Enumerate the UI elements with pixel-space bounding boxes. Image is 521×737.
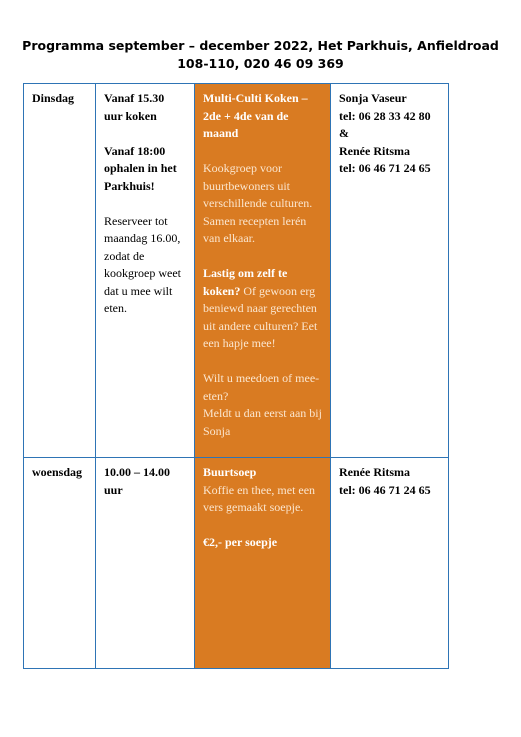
contact-cell <box>331 458 449 669</box>
reservation-note-line: dat u mee wilt <box>104 283 173 298</box>
join-line: eten? <box>203 388 229 403</box>
time-cell <box>96 84 195 458</box>
activity-desc-line: Samen recepten lerén <box>203 213 307 228</box>
time-line: uur <box>104 482 123 497</box>
price-label: €2,- per soepje <box>203 535 278 549</box>
question-line: uit andere culturen? Eet <box>203 318 318 333</box>
activity-desc-line: vers gemaakt soepje. <box>203 500 304 514</box>
reservation-note-line: eten. <box>104 301 127 315</box>
day-label: Dinsdag <box>32 91 75 105</box>
pickup-line: Vanaf 18:00 <box>104 143 166 158</box>
pickup-line: ophalen in het <box>104 161 177 175</box>
contact-line: & <box>339 126 349 140</box>
day-label: woensdag <box>32 465 83 479</box>
contact-line: tel: 06 46 71 24 65 <box>339 482 431 497</box>
activity-desc-line: Kookgroep voor <box>203 161 282 175</box>
question-line: beniewd naar gerechten <box>203 301 317 315</box>
page-title <box>20 37 501 73</box>
contact-cell <box>331 84 449 458</box>
activity-title: 2de + 4de van de <box>203 108 289 123</box>
question-line <box>203 283 323 301</box>
table-row-tuesday <box>24 84 449 458</box>
time-line: Vanaf 15.30 <box>104 91 165 105</box>
join-line: Wilt u meedoen of mee- <box>203 371 320 385</box>
activity-desc-line: van elkaar. <box>203 231 255 245</box>
question-bold: koken? <box>203 283 241 298</box>
activity-desc-line: Koffie en thee, met een <box>203 482 316 497</box>
reservation-note-line: maandag 16.00, <box>104 231 181 245</box>
activity-desc-line: buurtbewoners uit <box>203 178 290 193</box>
contact-line: tel: 06 28 33 42 80 <box>339 108 431 123</box>
table-row-wednesday <box>24 458 449 669</box>
title-line-1: Programma september – december 2022, Het Parkhuis, Anfieldroad <box>22 38 499 53</box>
activity-title: Buurtsoep <box>203 465 257 479</box>
contact-line: Renée Ritsma <box>339 465 410 479</box>
program-table <box>23 83 449 669</box>
activity-title: maand <box>203 126 239 140</box>
reservation-note-line: Reserveer tot <box>104 213 168 228</box>
reservation-note-line: kookgroep weet <box>104 266 181 280</box>
question-bold: Lastig om zelf te <box>203 266 288 280</box>
day-cell <box>24 458 96 669</box>
pickup-line: Parkhuis! <box>104 178 155 193</box>
join-line: Sonja <box>203 423 231 438</box>
activity-desc-line: verschillende culturen. <box>203 196 313 210</box>
activity-title: Multi-Culti Koken – <box>203 91 308 105</box>
contact-line: Renée Ritsma <box>339 143 410 158</box>
time-line: 10.00 – 14.00 <box>104 465 170 479</box>
time-cell <box>96 458 195 669</box>
time-line: uur koken <box>104 108 157 123</box>
join-line: Meldt u dan eerst aan bij <box>203 406 322 420</box>
contact-line: tel: 06 46 71 24 65 <box>339 161 431 175</box>
question-line: een hapje mee! <box>203 336 276 350</box>
contact-line: Sonja Vaseur <box>339 91 407 105</box>
activity-cell <box>195 458 331 669</box>
reservation-note-line: zodat de <box>104 248 145 263</box>
activity-cell <box>195 84 331 458</box>
day-cell <box>24 84 96 458</box>
title-line-2: 108-110, 020 46 09 369 <box>177 56 344 71</box>
question-rest: Of gewoon erg <box>243 283 316 298</box>
